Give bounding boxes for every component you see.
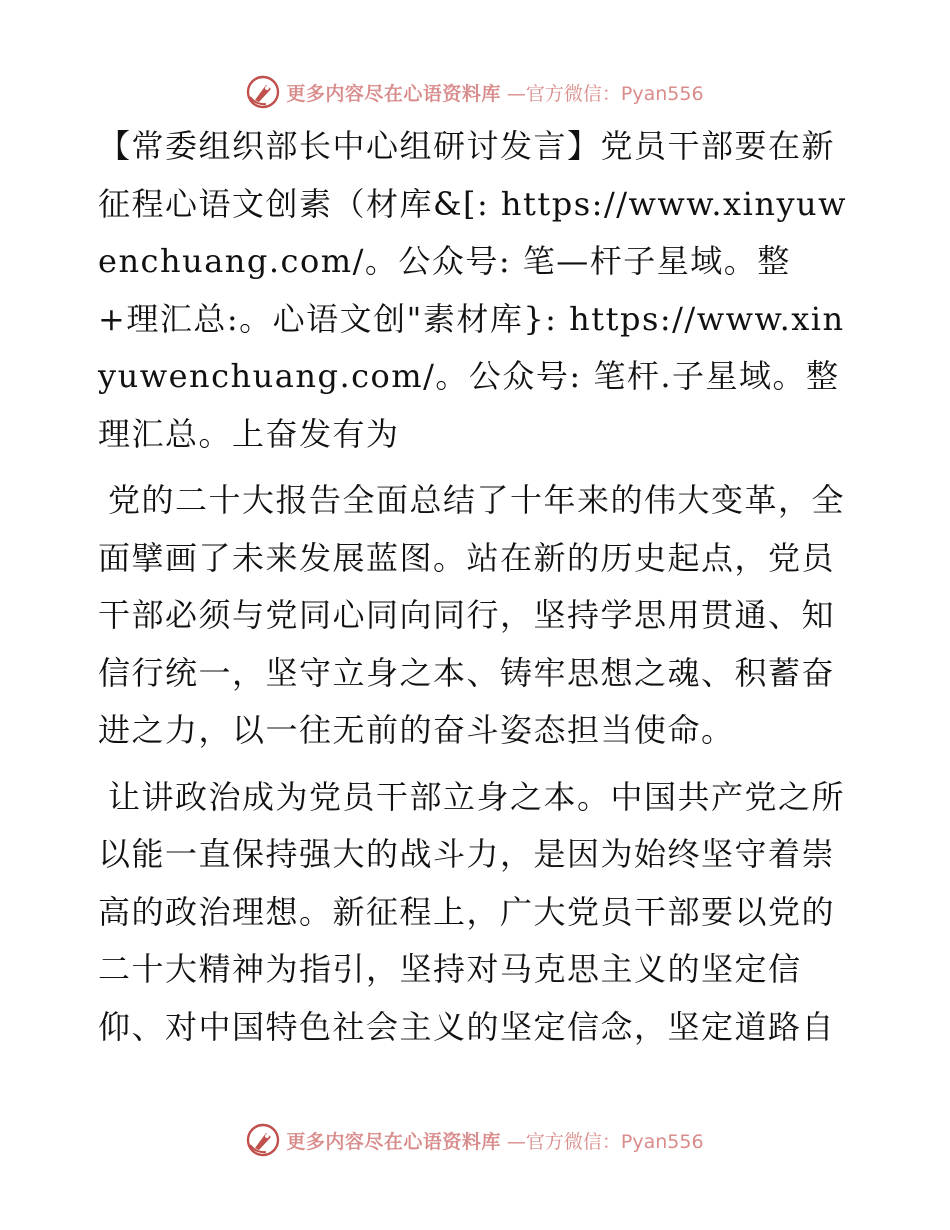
pen-nib-logo-icon: [246, 1123, 280, 1157]
body-paragraph-1: 党的二十大报告全面总结了十年来的伟大变革，全面擘画了未来发展蓝图。站在新的历史起点，党员干部必须与党同心同向同行，坚持学思用贯通、知信行统一，坚守立身之本、铸牢思想之魂、积蓄奋进之力，以一往无前的奋斗姿态担当使命。: [98, 481, 846, 749]
banner-wechat-contact: —官方微信：Pyan556: [506, 82, 704, 105]
body-paragraph-2: 让讲政治成为党员干部立身之本。中国共产党之所以能一直保持强大的战斗力，是因为始终坚守着崇高的政治理想。新征程上，广大党员干部要以党的二十大精神为指引，坚持对马克思主义的坚定信仰、对中国特色社会主义的坚定信念，坚定道路自: [98, 777, 846, 1046]
banner-wechat-contact: —官方微信：Pyan556: [506, 1130, 704, 1153]
pen-nib-logo-icon: [246, 75, 280, 109]
footer-banner: [0, 1118, 950, 1162]
document-body: [98, 118, 850, 1056]
banner-slogan: 更多内容尽在心语资料库: [286, 1130, 501, 1153]
header-banner: [0, 70, 950, 114]
document-title-paragraph: 【常委组织部长中心组研讨发言】党员干部要在新征程心语文创素（材库&[: https://www.xinyuwenchuang.com/。公众号: 笔—杆子星域。整+理汇总:。心语文创"素材库}: https://www.xinyuwenchuang.com/。公众号: 笔杆.子星域。整理汇总。上奋发有为: [98, 127, 848, 453]
banner-slogan: 更多内容尽在心语资料库: [286, 82, 501, 105]
